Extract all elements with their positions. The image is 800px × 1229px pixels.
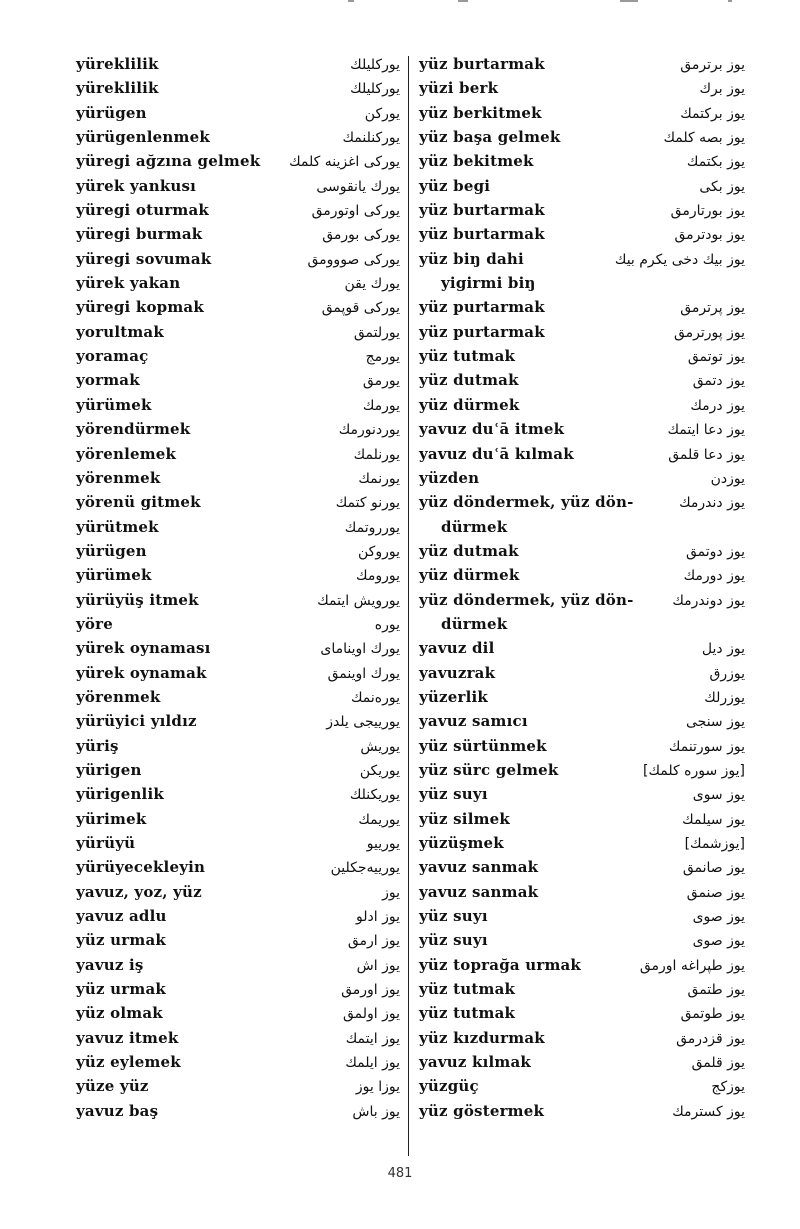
dictionary-entry [76, 490, 400, 514]
entry-script: یوز سورتنمك [668, 738, 745, 755]
entry-script: یوز برترمق [680, 57, 745, 73]
dictionary-entry [76, 466, 400, 490]
entry-word: yüregi oturmak [76, 201, 210, 220]
entry-word: yürigen [76, 760, 142, 779]
entry-script: یوز برك [699, 81, 745, 98]
entry-word: yürügen [76, 103, 147, 122]
entry-script: یورکی قوپمق [321, 300, 400, 317]
dictionary-entry [76, 661, 400, 685]
dictionary-entry [419, 442, 745, 466]
dictionary-entry [76, 904, 400, 928]
entry-word: yorultmak [76, 322, 164, 341]
entry-word: yüz purtarmak [419, 298, 545, 317]
entry-script: یوزکج [711, 1079, 745, 1096]
dictionary-entry [419, 490, 745, 514]
dictionary-entry [76, 222, 400, 246]
entry-word: yüz begi [419, 176, 491, 195]
dictionary-entry [419, 344, 745, 368]
entry-word: yoramaç [76, 347, 149, 366]
entry-script: یوز دورمك [683, 568, 745, 585]
entry-word: yüz tutmak [419, 980, 516, 999]
entry-script: یوز باش [352, 1103, 400, 1120]
dictionary-entry [419, 222, 745, 246]
dictionary-entry [76, 1099, 400, 1123]
entry-word: yüz berkitmek [419, 103, 542, 122]
entry-script: یوز طوتمق [680, 1006, 745, 1023]
entry-script: یورییجی یلدز [326, 714, 400, 731]
entry-word: yüz döndermek, yüz dön- [419, 493, 634, 512]
entry-word: yörendürmek [76, 420, 191, 439]
entry-word: yürütmek [76, 517, 159, 536]
dictionary-entry [419, 734, 745, 758]
entry-script: یوروکن [358, 543, 400, 560]
entry-script: یورەنمك [350, 689, 400, 706]
dictionary-entry [419, 977, 745, 1001]
dictionary-entry [419, 1001, 745, 1025]
entry-script: یوز سنجی [685, 714, 745, 731]
entry-word: yüz urmak [76, 980, 166, 999]
entry-script: یوز توتمق [687, 349, 745, 366]
entry-script: یوز سوی [692, 787, 745, 804]
entry-word: yürek oynaması [76, 639, 211, 658]
dictionary-entry [419, 393, 745, 417]
dictionary-entry [419, 101, 745, 125]
dictionary-entry [419, 904, 745, 928]
dictionary-entry [76, 344, 400, 368]
dictionary-entry [76, 685, 400, 709]
entry-word: yürügenlenmek [76, 128, 210, 147]
entry-word: yüreklilik [76, 55, 159, 73]
dictionary-entry [419, 149, 745, 173]
dictionary-entry [76, 636, 400, 660]
entry-script: یورمق [362, 373, 400, 390]
entry-script: یورکلیلك [350, 81, 400, 98]
dictionary-entry [76, 125, 400, 149]
entry-script: یوز ایلمك [345, 1055, 400, 1072]
entry-word: yürüyü [76, 834, 136, 852]
entry-script: یوز دیل [701, 641, 745, 658]
entry-word: yüz biŋ dahi [419, 249, 524, 268]
entry-word: yörenmek [76, 687, 161, 706]
entry-script: یوز ایتمك [345, 1030, 400, 1047]
entry-script: یورکن [364, 105, 400, 122]
entry-script: یورکی صووومق [307, 251, 400, 268]
dictionary-entry [419, 320, 745, 344]
entry-script: [یوزشمك] [684, 836, 745, 852]
entry-script: یورمك [362, 397, 400, 414]
entry-script: یوز قزدرمق [676, 1030, 745, 1047]
entry-script: [یوز سوره کلمك] [643, 762, 745, 779]
entry-script: یوز طتمق [687, 982, 745, 999]
top-edge-marks [340, 0, 760, 6]
dictionary-entry [76, 855, 400, 879]
dictionary-entry [419, 685, 745, 709]
entry-script: یوز اورمق [341, 982, 400, 999]
entry-word: yavuz samıcı [419, 712, 528, 731]
entry-script: یوز صنمق [686, 884, 745, 901]
dictionary-entry [419, 247, 745, 271]
entry-word: yüz dutmak [419, 371, 519, 390]
dictionary-entry [76, 734, 400, 758]
dictionary-entry [76, 831, 400, 855]
entry-script: یورویش ایتمك [317, 592, 400, 609]
entry-continuation [419, 612, 745, 636]
entry-script: یورنلمك [353, 446, 400, 463]
entry-script: یوز صوی [692, 933, 745, 950]
entry-script: یوریمك [358, 811, 400, 828]
entry-word: yüzüşmek [419, 834, 504, 852]
entry-word: yüz suyı [419, 785, 488, 804]
page-number: 481 [387, 1166, 413, 1181]
dictionary-entry [76, 76, 400, 100]
entry-script: یورومك [356, 568, 400, 585]
entry-word: yüz burtarmak [419, 55, 545, 73]
entry-script: یوزدن [710, 470, 745, 487]
entry-word: yörenü gitmek [76, 493, 201, 512]
entry-script: یوز دعا ایتمك [667, 422, 745, 439]
dictionary-entry [76, 515, 400, 539]
dictionary-entry [419, 125, 745, 149]
dictionary-entry [76, 393, 400, 417]
entry-script: یوریکن [359, 762, 400, 779]
entry-word: yüz dutmak [419, 541, 519, 560]
entry-word: yüzden [419, 468, 480, 487]
entry-word: yavuzrak [419, 663, 496, 682]
entry-script: یوز بکتمك [686, 154, 745, 171]
entry-script: یورنو کتمك [335, 495, 400, 512]
dictionary-entry [419, 198, 745, 222]
entry-word: yigirmi biŋ [441, 274, 536, 293]
dictionary-entry [76, 563, 400, 587]
dictionary-entry [419, 880, 745, 904]
dictionary-entry [76, 539, 400, 563]
dictionary-entry [419, 855, 745, 879]
dictionary-entry [76, 928, 400, 952]
entry-script: یوز صانمق [682, 860, 745, 877]
entry-word: yüz eylemek [76, 1053, 181, 1072]
entry-script: یوزا یوز [355, 1079, 400, 1096]
right-column [419, 52, 745, 1123]
dictionary-entry [419, 563, 745, 587]
entry-script: یوز سیلمك [682, 811, 745, 828]
entry-script: یوز بکی [699, 178, 745, 195]
entry-word: yavuz itmek [76, 1028, 179, 1047]
entry-word: yavuz kılmak [419, 1053, 531, 1072]
entry-word: yüz burtarmak [419, 201, 545, 220]
entry-script: یوز برکتمك [680, 105, 745, 122]
entry-word: yavuz duʿā kılmak [419, 444, 574, 463]
entry-script: یورکلیلك [350, 57, 400, 73]
entry-word: yüregi ağzına gelmek [76, 152, 261, 171]
entry-word: dürmek [441, 517, 508, 536]
dictionary-entry [76, 953, 400, 977]
entry-word: yörenmek [76, 468, 161, 487]
entry-word: yürek yankusı [76, 176, 197, 195]
entry-word: yörenlemek [76, 444, 177, 463]
dictionary-entry [419, 1026, 745, 1050]
entry-word: yürimek [76, 809, 147, 828]
entry-script: یوز دندرمك [679, 495, 745, 512]
dictionary-entry [76, 709, 400, 733]
dictionary-entry [76, 368, 400, 392]
entry-script: یورکی اوتورمق [311, 203, 400, 220]
entry-continuation [419, 515, 745, 539]
entry-script: یوز [382, 884, 400, 901]
entry-word: yüzgüç [419, 1077, 479, 1096]
entry-script: یوز دتمق [692, 373, 745, 390]
entry-word: yüz döndermek, yüz dön- [419, 590, 634, 609]
entry-script: یورك یقن [344, 276, 400, 293]
entry-word: yormak [76, 371, 140, 390]
dictionary-entry [76, 807, 400, 831]
dictionary-entry [76, 880, 400, 904]
entry-word: yüz sürtünmek [419, 736, 547, 755]
dictionary-entry [76, 149, 400, 173]
entry-word: yürüyecekleyin [76, 858, 206, 877]
entry-script: یوز طپراغه اورمق [639, 957, 745, 974]
entry-script: یورییو [366, 836, 400, 852]
dictionary-entry [419, 588, 745, 612]
dictionary-entry [419, 1074, 745, 1098]
entry-script: یوز ادلو [356, 909, 400, 926]
entry-script: یوز بورتارمق [670, 203, 745, 220]
dictionary-entry [419, 417, 745, 441]
dictionary-entry [76, 52, 400, 76]
entry-word: yüz başa gelmek [419, 128, 561, 147]
dictionary-entry [419, 661, 745, 685]
dictionary-entry [76, 198, 400, 222]
entry-word: yöre [76, 614, 113, 633]
left-column [76, 52, 400, 1123]
entry-script: یوز اولمق [342, 1006, 400, 1023]
entry-word: yüregi burmak [76, 225, 203, 244]
entry-word: yüze yüz [76, 1077, 149, 1096]
entry-word: yavuz duʿā itmek [419, 420, 565, 439]
entry-script: یوره [374, 616, 400, 633]
entry-script: یوز بودترمق [674, 227, 745, 244]
dictionary-entry [76, 758, 400, 782]
dictionary-entry [419, 831, 745, 855]
dictionary-entry [76, 442, 400, 466]
entry-word: yüz olmak [76, 1004, 163, 1023]
dictionary-entry [419, 466, 745, 490]
entry-word: yüz purtarmak [419, 322, 545, 341]
dictionary-entry [419, 368, 745, 392]
entry-script: یورکی بورمق [322, 227, 400, 244]
entry-script: یوز دوندرمك [672, 592, 745, 609]
entry-script: یوز ارمق [347, 933, 400, 950]
entry-script: یوز بیك دخی یکرم بیك [614, 251, 745, 268]
entry-word: yüregi kopmak [76, 298, 204, 317]
entry-script: یورییەجکلین [330, 860, 400, 877]
entry-script: یوز پرترمق [680, 300, 745, 317]
entry-word: yüzerlik [419, 687, 488, 706]
entry-script: یوز پورترمق [673, 324, 745, 341]
entry-word: yüz urmak [76, 931, 166, 950]
dictionary-entry [76, 612, 400, 636]
entry-word: yüz bekitmek [419, 152, 534, 171]
dictionary-entry [76, 782, 400, 806]
entry-word: dürmek [441, 614, 508, 633]
entry-word: yavuz baş [76, 1101, 159, 1120]
entry-word: yürügen [76, 541, 147, 560]
dictionary-entry [76, 295, 400, 319]
entry-script: یوز کسترمك [672, 1103, 745, 1120]
entry-script: یورلتمق [353, 324, 400, 341]
entry-word: yavuz, yoz, yüz [76, 882, 202, 901]
entry-script: یورکنلنمك [342, 130, 400, 147]
dictionary-entry [419, 1099, 745, 1123]
entry-script: یوز صوی [692, 909, 745, 926]
entry-word: yüz sürc gelmek [419, 760, 559, 779]
dictionary-entry [419, 295, 745, 319]
dictionary-entry [419, 782, 745, 806]
dictionary-entry [419, 1050, 745, 1074]
entry-script: یورروتمك [344, 519, 400, 536]
dictionary-entry [76, 1001, 400, 1025]
entry-word: yüriş [76, 736, 119, 755]
entry-word: yavuz sanmak [419, 882, 539, 901]
dictionary-entry [76, 417, 400, 441]
entry-word: yüz tutmak [419, 1004, 516, 1023]
entry-word: yavuz iş [76, 955, 144, 974]
entry-word: yüreklilik [76, 79, 159, 98]
entry-script: یوزرلك [704, 689, 745, 706]
dictionary-entry [76, 588, 400, 612]
entry-word: yüz dürmek [419, 395, 520, 414]
entry-word: yürek yakan [76, 274, 181, 293]
dictionary-entry [76, 1050, 400, 1074]
dictionary-entry [76, 1074, 400, 1098]
entry-script: یورکی اغزینه کلمك [289, 154, 400, 171]
dictionary-entry [419, 52, 745, 76]
entry-script: یوز درمك [690, 397, 745, 414]
entry-word: yüz suyı [419, 907, 488, 926]
entry-script: یوز دعا قلمق [668, 446, 745, 463]
entry-word: yürüyüş itmek [76, 590, 199, 609]
dictionary-entry [419, 174, 745, 198]
dictionary-entry [76, 271, 400, 295]
dictionary-entry [419, 953, 745, 977]
entry-word: yüz silmek [419, 809, 511, 828]
entry-script: یورمج [365, 349, 400, 366]
dictionary-entry [419, 539, 745, 563]
entry-script: یوریکنلك [349, 787, 400, 804]
entry-word: yüzi berk [419, 79, 499, 98]
entry-word: yüz toprağa urmak [419, 955, 582, 974]
entry-script: یورنمك [358, 470, 400, 487]
dictionary-entry [76, 174, 400, 198]
dictionary-entry [419, 709, 745, 733]
entry-word: yavuz dil [419, 639, 495, 658]
dictionary-entry [76, 977, 400, 1001]
dictionary-entry [419, 76, 745, 100]
entry-script: یورك اوینامای [320, 641, 400, 658]
entry-word: yüz kızdurmak [419, 1028, 545, 1047]
entry-script: یوردنورمك [338, 422, 400, 439]
entry-word: yüz suyı [419, 931, 488, 950]
column-divider [408, 56, 409, 1156]
entry-word: yüz tutmak [419, 347, 516, 366]
entry-word: yürümek [76, 566, 152, 585]
entry-script: یورك اوینمق [327, 665, 400, 682]
entry-script: یوریش [360, 738, 400, 755]
dictionary-entry [419, 807, 745, 831]
entry-word: yüz göstermek [419, 1101, 545, 1120]
dictionary-entry [76, 247, 400, 271]
dictionary-entry [76, 101, 400, 125]
entry-script: یوز دوتمق [685, 543, 745, 560]
entry-script: یوز قلمق [691, 1055, 745, 1072]
entry-word: yürümek [76, 395, 152, 414]
entry-script: یوزرق [709, 665, 745, 682]
entry-script: یوز بصه کلمك [663, 130, 745, 147]
dictionary-entry [419, 758, 745, 782]
entry-word: yüz dürmek [419, 566, 520, 585]
entry-word: yürek oynamak [76, 663, 207, 682]
dictionary-entry [76, 320, 400, 344]
entry-continuation [419, 271, 745, 295]
entry-word: yürüyici yıldız [76, 712, 197, 731]
dictionary-entry [76, 1026, 400, 1050]
dictionary-entry [419, 636, 745, 660]
entry-script: یوز اش [356, 957, 400, 974]
entry-word: yüz burtarmak [419, 225, 545, 244]
entry-word: yavuz adlu [76, 907, 167, 926]
entry-word: yürigenlik [76, 785, 164, 804]
entry-word: yavuz sanmak [419, 858, 539, 877]
entry-word: yüregi sovumak [76, 249, 212, 268]
entry-script: یورك یانقوسی [316, 178, 400, 195]
dictionary-entry [419, 928, 745, 952]
